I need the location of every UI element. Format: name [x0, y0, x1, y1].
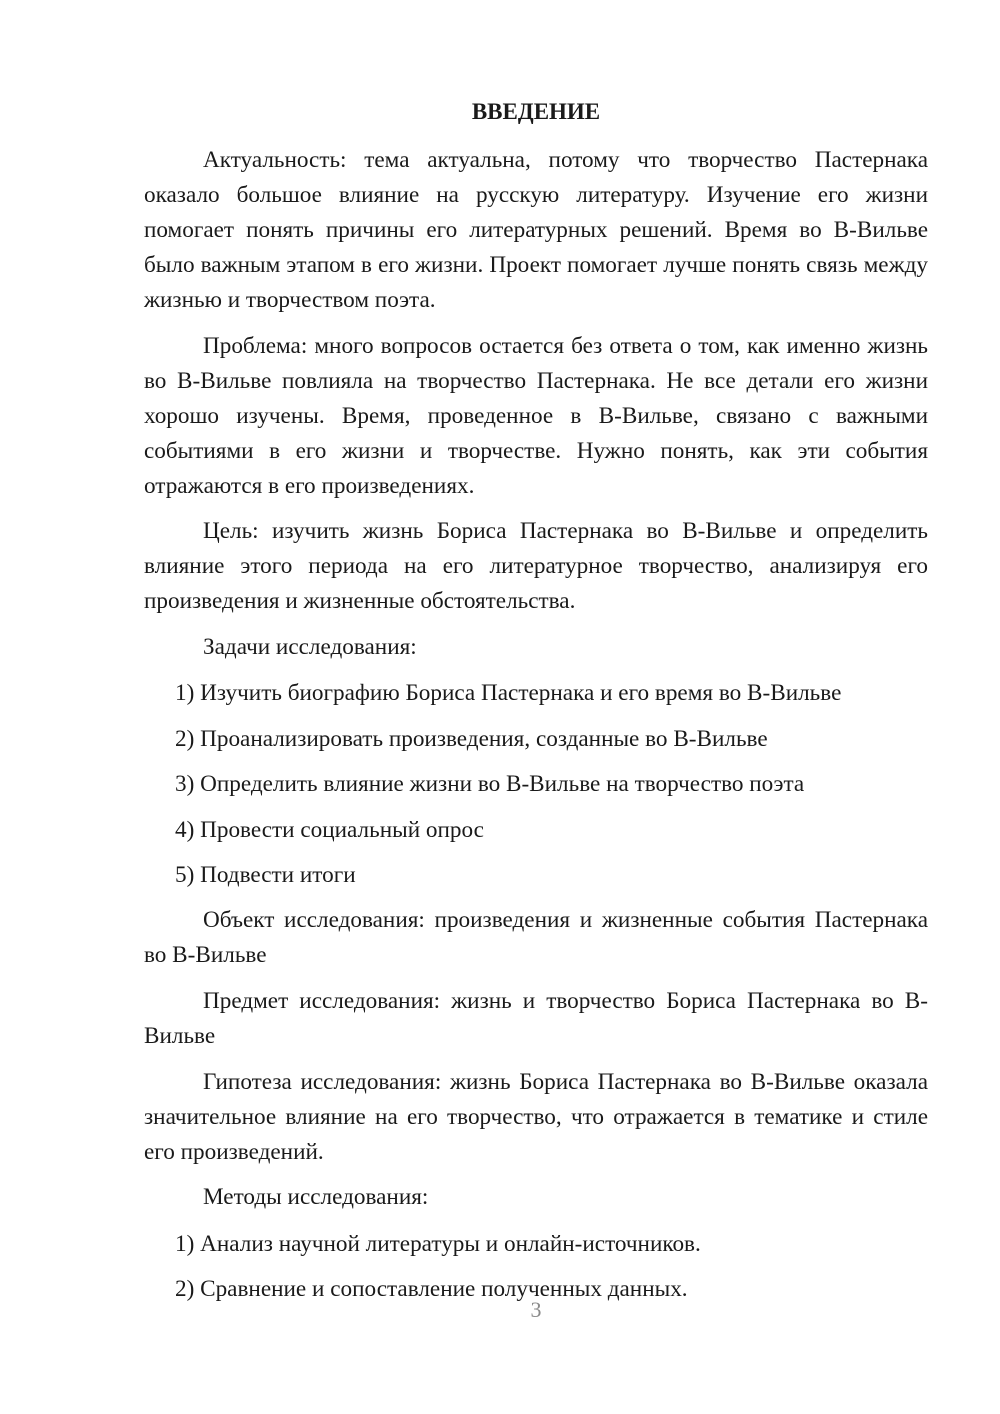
method-item-2: 2) Сравнение и сопоставление полученных данных. — [175, 1276, 688, 1302]
paragraph-relevance: Актуальность: тема актуальна, потому что творчество Пастернака оказало большое влияние на русскую литературу. Изучение его жизни помогает понять причины его литературных решений. Время во В-Вильве было важным этапом в его жизни. Проект помогает лучше понять связь между жизнью и творчеством поэта. — [144, 147, 928, 313]
section-title: ВВЕДЕНИЕ — [471, 99, 601, 124]
paragraph-problem: Проблема: много вопросов остается без ответа о том, как именно жизнь во В-Вильве повлияла на творчество Пастернака. Не все детали его жизни хорошо изучены. Время, проведенное в В-Вильве, связано с важными событиями в его жизни и творчестве. Нужно понять, как эти события отражаются в его произведениях. — [144, 333, 928, 499]
task-item-2: 2) Проанализировать произведения, созданные во В-Вильве — [175, 726, 768, 752]
task-item-4: 4) Провести социальный опрос — [175, 817, 484, 843]
paragraph-object: Объект исследования: произведения и жизненные события Пастернака во В-Вильве — [144, 907, 928, 968]
paragraph-subject: Предмет исследования: жизнь и творчество Бориса Пастернака во В-Вильве — [144, 988, 928, 1049]
task-item-5: 5) Подвести итоги — [175, 862, 356, 888]
method-item-1: 1) Анализ научной литературы и онлайн-источников. — [175, 1231, 701, 1257]
methods-heading: Методы исследования: — [203, 1184, 429, 1210]
page-number: 3 — [530, 1297, 542, 1322]
tasks-heading: Задачи исследования: — [203, 634, 417, 660]
task-item-3: 3) Определить влияние жизни во В-Вильве на творчество поэта — [175, 771, 805, 797]
paragraph-hypothesis: Гипотеза исследования: жизнь Бориса Пастернака во В-Вильве оказала значительное влияние на его творчество, что отражается в тематике и стиле его произведений. — [144, 1069, 928, 1165]
task-item-1: 1) Изучить биографию Бориса Пастернака и его время во В-Вильве — [175, 680, 842, 706]
paragraph-goal: Цель: изучить жизнь Бориса Пастернака во В-Вильве и определить влияние этого периода на его литературное творчество, анализируя его произведения и жизненные обстоятельства. — [144, 518, 928, 614]
